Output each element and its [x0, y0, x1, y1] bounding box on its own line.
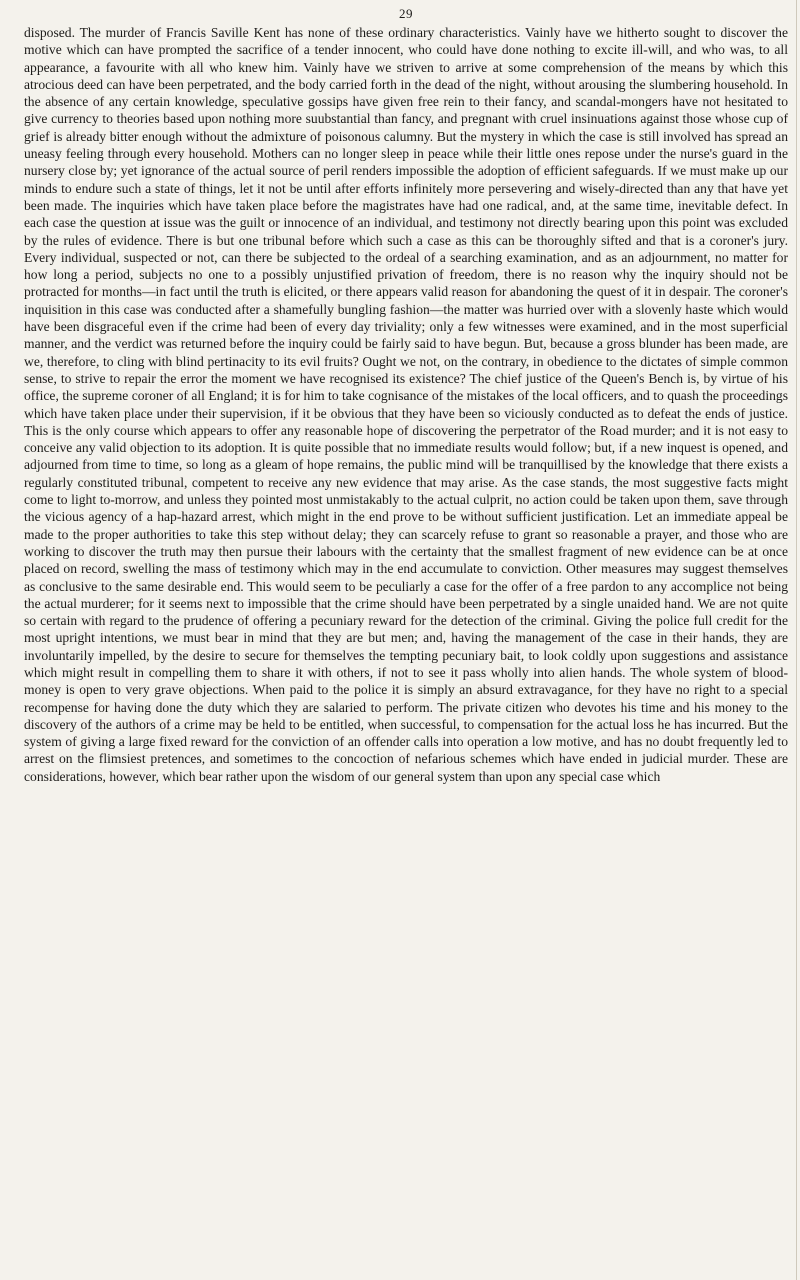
body-paragraph: disposed. The murder of Francis Saville Kent has none of these ordinary characteristics. Vainly have we hitherto sought to discover the motive which can have prompted the sacrifice of a tender innocent, who could have done nothing to excite ill-will, and who was, to all appearance, a favourite with all who knew him. Vainly have we striven to arrive at some comprehension of the means by which this atrocious deed can have been perpetrated, and the body carried forth in the dead of the night, without arousing the slumbering household. In the absence of any certain knowledge, speculative gossips have given free rein to their fancy, and scandal-mongers have not hesitated to give currency to theories based upon nothing more suubstantial than fancy, and pregnant with cruel insinuations against those whose cup of grief is already bitter enough without the admixture of poisonous calumny. But the mystery in which the case is still involved has spread an uneasy feeling through every household. Mothers can no longer sleep in peace while their little ones repose under the nurse's guard in the nursery close by; yet ignorance of the actual source of peril renders impossible the adoption of efficient safeguards. If we must make up our minds to endure such a state of things, let it not be until after efforts infinitely more persevering and wisely-directed than any that have yet been made. The inquiries which have taken place before the magistrates have had one radical, and, at the same time, inevitable defect. In each case the question at issue was the guilt or innocence of an individual, and testimony not directly bearing upon this point was excluded by the rules of evidence. There is but one tribunal before which such a case as this can be thoroughly sifted and that is a coroner's jury. Every individual, suspected or not, can there be subjected to the ordeal of a searching examination, and as an adjournment, no matter for how long a period, subjects no one to a possibly unjustified privation of freedom, there is no reason why the inquiry should not be protracted for months—in fact until the truth is elicited, or there appears valid reason for abandoning the quest of it in despair. The coroner's inquisition in this case was conducted after a shamefully bungling fashion—the matter was hurried over with a slovenly haste which would have been disgraceful even if the crime had been of every day triviality; only a few witnesses were examined, and in the most superficial manner, and the verdict was returned before the inquiry could be fairly said to have begun. But, because a gross blunder has been made, are we, therefore, to cling with blind pertinacity to its evil fruits? Ought we not, on the contrary, in obedience to the dictates of simple common sense, to strive to repair the error the moment we have recognised its existence? The chief justice of the Queen's Bench is, by virtue of his office, the supreme coroner of all England; it is for him to take cognisance of the mistakes of the local officers, and to quash the proceedings which have taken place under their supervision, if it be obvious that they have been so viciously conducted as to defeat the ends of justice. This is the only course which appears to offer any reasonable hope of discovering the perpetrator of the Road murder; and it is not easy to conceive any valid objection to its adoption. It is quite possible that no immediate results would follow; but, if a new inquest is opened, and adjourned from time to time, so long as a gleam of hope remains, the public mind will be tranquillised by the knowledge that there exists a regularly constituted tribunal, competent to receive any new evidence that may arise. As the case stands, the most suggestive facts might come to light to-morrow, and unless they pointed most unmistakably to the actual culprit, no action could be taken upon them, save through the vicious agency of a hap-hazard arrest, which might in the end prove to be without sufficient justification. Let an immediate appeal be made to the proper authorities to take this step without delay; they can scarcely refuse to grant so reasonable a prayer, and those who are working to discover the truth may then pursue their labours with the certainty that the smallest fragment of new evidence can be at once placed on record, swelling the mass of testimony which may in the end accumulate to conviction. Other measures may suggest themselves as conclusive to the same desirable end. This would seem to be peculiarly a case for the offer of a free pardon to any accomplice not being the actual murderer; for it seems next to impossible that the crime should have been perpetrated by a single unaided hand. We are not quite so certain with regard to the prudence of offering a pecuniary reward for the detection of the criminal. Giving the police full credit for the most upright intentions, we must bear in mind that they are but men; and, having the management of the case in their hands, they are involuntarily impelled, by the desire to secure for themselves the tempting pecuniary bait, to look coldly upon suggestions and assistance which might result in compelling them to share it with others, if not to see it pass wholly into alien hands. The whole system of blood-money is open to very grave objections. When paid to the police it is simply an absurd extravagance, for they have no right to a special recompense for having done the duty which they are salaried to perform. The private citizen who devotes his time and his money to the discovery of the authors of a crime may be held to be entitled, when successful, to compensation for the actual loss he has incurred. But the system of giving a large fixed reward for the conviction of an offender calls into operation a low motive, and has no doubt frequently led to arrest on the flimsiest pretences, and sometimes to the concoction of nefarious schemes which have ended in judicial murder. These are considerations, however, which bear rather upon the wisdom of our general system than upon any special case which: [24, 25, 788, 784]
page-number: 29: [399, 6, 413, 21]
page-edge-line: [796, 0, 797, 1280]
